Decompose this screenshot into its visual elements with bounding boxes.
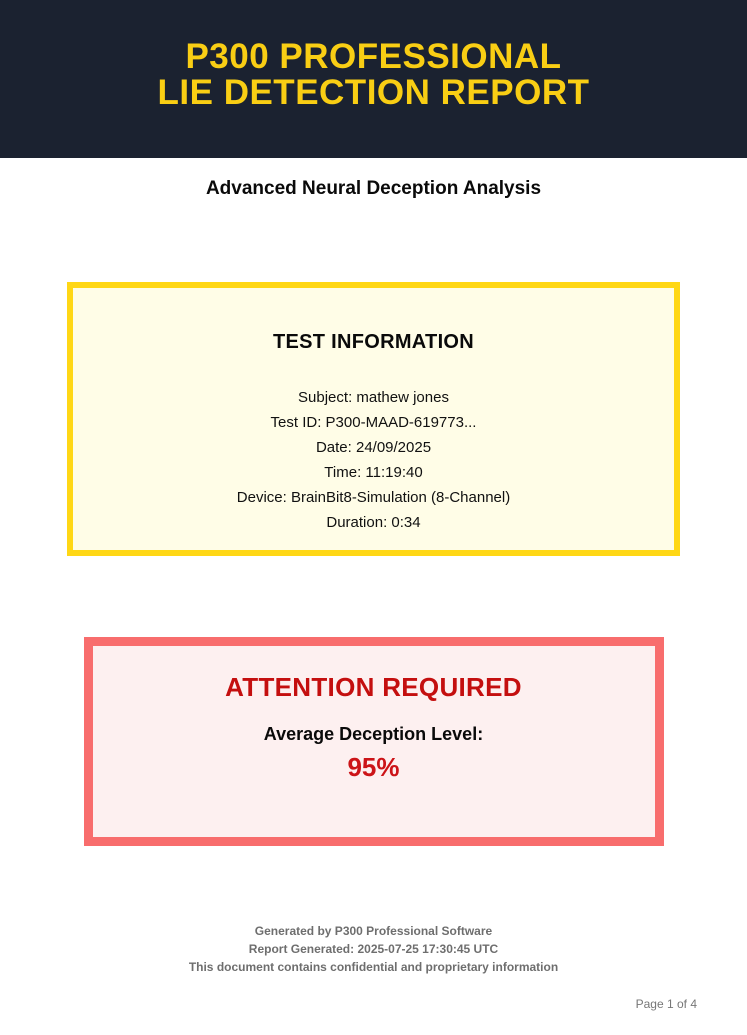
footer-report-generated: Report Generated: 2025-07-25 17:30:45 UTC — [248, 942, 499, 956]
attention-heading: ATTENTION REQUIRED — [225, 672, 522, 702]
test-information-box — [67, 282, 680, 556]
attention-required-box — [84, 637, 664, 846]
test-information-lines — [73, 385, 674, 535]
report-title-line1: P300 PROFESSIONAL — [185, 37, 562, 76]
average-deception-label: Average Deception Level: — [263, 724, 484, 744]
report-title — [0, 39, 747, 111]
report-footer — [0, 922, 747, 976]
average-deception-value: 95% — [347, 752, 400, 782]
test-information-heading: TEST INFORMATION — [272, 331, 475, 353]
info-line-duration: Duration: 0:34 — [326, 514, 421, 531]
info-line-time: Time: 11:19:40 — [324, 464, 423, 481]
info-line-device: Device: BrainBit8-Simulation (8-Channel) — [236, 489, 511, 506]
footer-confidential-notice: This document contains confidential and proprietary information — [188, 960, 559, 974]
info-line-test-id: Test ID: P300-MAAD-619773... — [270, 414, 477, 431]
report-header — [0, 0, 747, 158]
report-subtitle: Advanced Neural Deception Analysis — [205, 178, 542, 199]
report-title-line2: LIE DETECTION REPORT — [157, 73, 590, 112]
info-line-date: Date: 24/09/2025 — [315, 439, 432, 456]
info-line-subject: Subject: mathew jones — [298, 389, 449, 406]
footer-generated-by: Generated by P300 Professional Software — [254, 924, 493, 938]
page-number: Page 1 of 4 — [635, 997, 697, 1011]
